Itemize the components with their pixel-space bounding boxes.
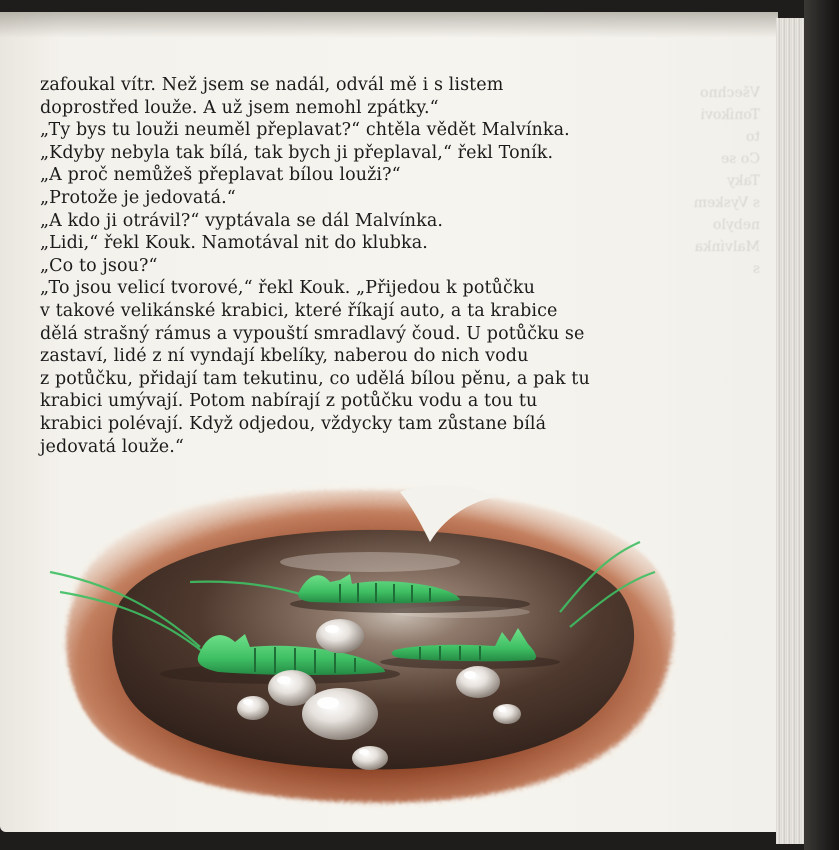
text-line: krabici umývají. Potom nabírají z potůčku vodu a tou tu	[40, 391, 538, 412]
text-line: v takové velikánské krabici, které říkají auto, a ta krabice	[40, 300, 558, 321]
text-line: zastaví, lidé z ní vyndají kbelíky, naberou do nich vodu	[40, 346, 529, 367]
text-line: krabici polévají. Když odjedou, vždycky tam zůstane bílá	[40, 413, 547, 434]
text-line: „Protože je jedovatá.“	[40, 187, 236, 208]
show-through-text: Všechno Toníkovi to Co se Taky s Vyskem nebylo Malvínka s	[693, 85, 760, 277]
story-text	[40, 74, 730, 458]
text-line: dělá strašný rámus a vypouští smradlavý čoud. U potůčku se	[40, 323, 585, 344]
water-glint	[280, 552, 460, 572]
text-line: z potůčku, přidají tam tekutinu, co udělá bílou pěnu, a pak tu	[40, 368, 590, 389]
text-line: „Lidi,“ řekl Kouk. Namotával nit do klubka.	[40, 233, 428, 254]
text-line: „Kdyby nebyla tak bílá, tak bych ji přeplaval,“ řekl Toník.	[40, 142, 554, 163]
page-top-shadow	[0, 12, 778, 38]
text-line: doprostřed louže. A už jsem nemohl zpátky.“	[40, 97, 439, 118]
book-cover-edge	[804, 0, 839, 850]
book-page	[0, 12, 778, 832]
text-line: „A proč nemůžeš přeplavat bílou louži?“	[40, 165, 401, 186]
text-line: „A kdo ji otrávil?“ vyptávala se dál Malvínka.	[40, 210, 444, 231]
text-line: „Co to jsou?“	[40, 255, 158, 276]
text-line: jedovatá louže.“	[40, 436, 184, 457]
text-line: „Ty bys tu louži neuměl přeplavat?“ chtěla vědět Malvínka.	[40, 120, 570, 141]
book-page-edges	[776, 18, 804, 844]
puddle-illustration	[40, 462, 700, 822]
text-line: zafoukal vítr. Než jsem se nadál, odvál mě i s listem	[40, 75, 504, 95]
text-line: „To jsou velicí tvorové,“ řekl Kouk. „Přijedou k potůčku	[40, 278, 535, 299]
